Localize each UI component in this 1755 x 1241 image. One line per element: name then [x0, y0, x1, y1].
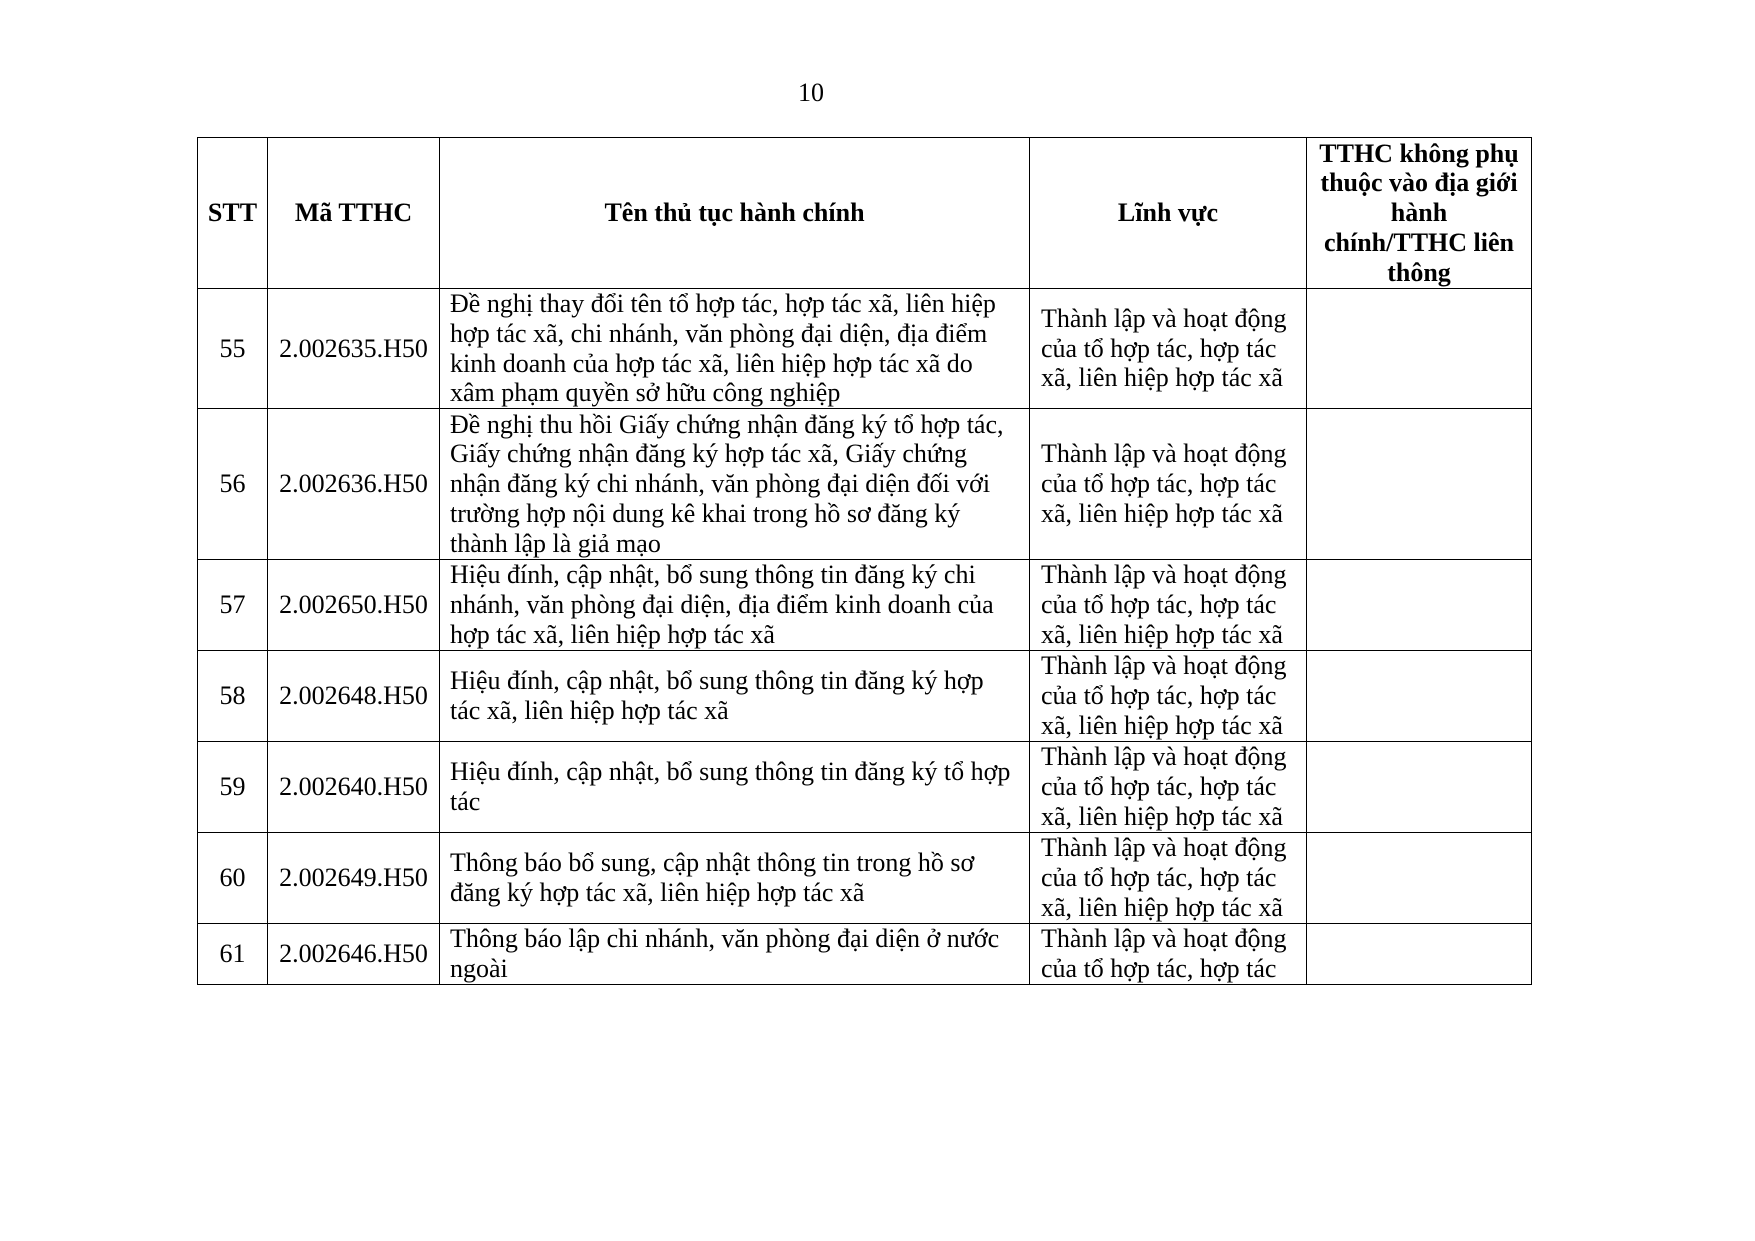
row-field: Thành lập và hoạt động của tổ hợp tác, hợp tác xã, liên hiệp hợp tác xã — [1030, 833, 1307, 924]
row-name: Hiệu đính, cập nhật, bổ sung thông tin đăng ký tổ hợp tác — [440, 742, 1030, 833]
table-row — [198, 651, 1532, 742]
table-row — [198, 560, 1532, 651]
row-name: Đề nghị thu hồi Giấy chứng nhận đăng ký tổ hợp tác, Giấy chứng nhận đăng ký hợp tác xã, Giấy chứng nhận đăng ký chi nhánh, văn phòng đại diện đối với trường hợp nội dung kê khai trong hồ sơ đăng ký thành lập là giả mạo — [440, 409, 1030, 560]
table-row — [198, 742, 1532, 833]
header-stt: STT — [198, 138, 268, 289]
row-note — [1307, 742, 1532, 833]
row-name: Hiệu đính, cập nhật, bổ sung thông tin đăng ký chi nhánh, văn phòng đại diện, địa điểm kinh doanh của hợp tác xã, liên hiệp hợp tác xã — [440, 560, 1030, 651]
row-stt: 55 — [198, 289, 268, 409]
row-field: Thành lập và hoạt động của tổ hợp tác, hợp tác xã, liên hiệp hợp tác xã — [1030, 289, 1307, 409]
row-code: 2.002648.H50 — [268, 651, 440, 742]
row-name: Thông báo lập chi nhánh, văn phòng đại diện ở nước ngoài — [440, 924, 1030, 985]
header-name: Tên thủ tục hành chính — [440, 138, 1030, 289]
row-field: Thành lập và hoạt động của tổ hợp tác, hợp tác xã, liên hiệp hợp tác xã — [1030, 742, 1307, 833]
table-row — [198, 289, 1532, 409]
row-stt: 57 — [198, 560, 268, 651]
row-field: Thành lập và hoạt động của tổ hợp tác, hợp tác — [1030, 924, 1307, 985]
row-field: Thành lập và hoạt động của tổ hợp tác, hợp tác xã, liên hiệp hợp tác xã — [1030, 409, 1307, 560]
row-note — [1307, 651, 1532, 742]
header-code: Mã TTHC — [268, 138, 440, 289]
row-code: 2.002640.H50 — [268, 742, 440, 833]
row-note — [1307, 924, 1532, 985]
row-stt: 60 — [198, 833, 268, 924]
row-name: Đề nghị thay đổi tên tổ hợp tác, hợp tác xã, liên hiệp hợp tác xã, chi nhánh, văn phòng đại diện, địa điểm kinh doanh của hợp tác xã, liên hiệp hợp tác xã do xâm phạm quyền sở hữu công nghiệp — [440, 289, 1030, 409]
header-note: TTHC không phụ thuộc vào địa giới hành chính/TTHC liên thông — [1307, 138, 1532, 289]
row-note — [1307, 833, 1532, 924]
row-stt: 56 — [198, 409, 268, 560]
procedures-table — [197, 137, 1532, 985]
row-stt: 61 — [198, 924, 268, 985]
row-note — [1307, 289, 1532, 409]
table-header-row — [198, 138, 1532, 289]
table-row — [198, 833, 1532, 924]
row-code: 2.002646.H50 — [268, 924, 440, 985]
row-name: Thông báo bổ sung, cập nhật thông tin trong hồ sơ đăng ký hợp tác xã, liên hiệp hợp tác xã — [440, 833, 1030, 924]
row-code: 2.002649.H50 — [268, 833, 440, 924]
row-note — [1307, 409, 1532, 560]
row-code: 2.002636.H50 — [268, 409, 440, 560]
table-row — [198, 924, 1532, 985]
header-field: Lĩnh vực — [1030, 138, 1307, 289]
row-note — [1307, 560, 1532, 651]
row-name: Hiệu đính, cập nhật, bổ sung thông tin đăng ký hợp tác xã, liên hiệp hợp tác xã — [440, 651, 1030, 742]
row-stt: 58 — [198, 651, 268, 742]
row-code: 2.002650.H50 — [268, 560, 440, 651]
row-field: Thành lập và hoạt động của tổ hợp tác, hợp tác xã, liên hiệp hợp tác xã — [1030, 560, 1307, 651]
table-row — [198, 409, 1532, 560]
row-stt: 59 — [198, 742, 268, 833]
row-field: Thành lập và hoạt động của tổ hợp tác, hợp tác xã, liên hiệp hợp tác xã — [1030, 651, 1307, 742]
page-number: 10 — [798, 78, 824, 107]
row-code: 2.002635.H50 — [268, 289, 440, 409]
